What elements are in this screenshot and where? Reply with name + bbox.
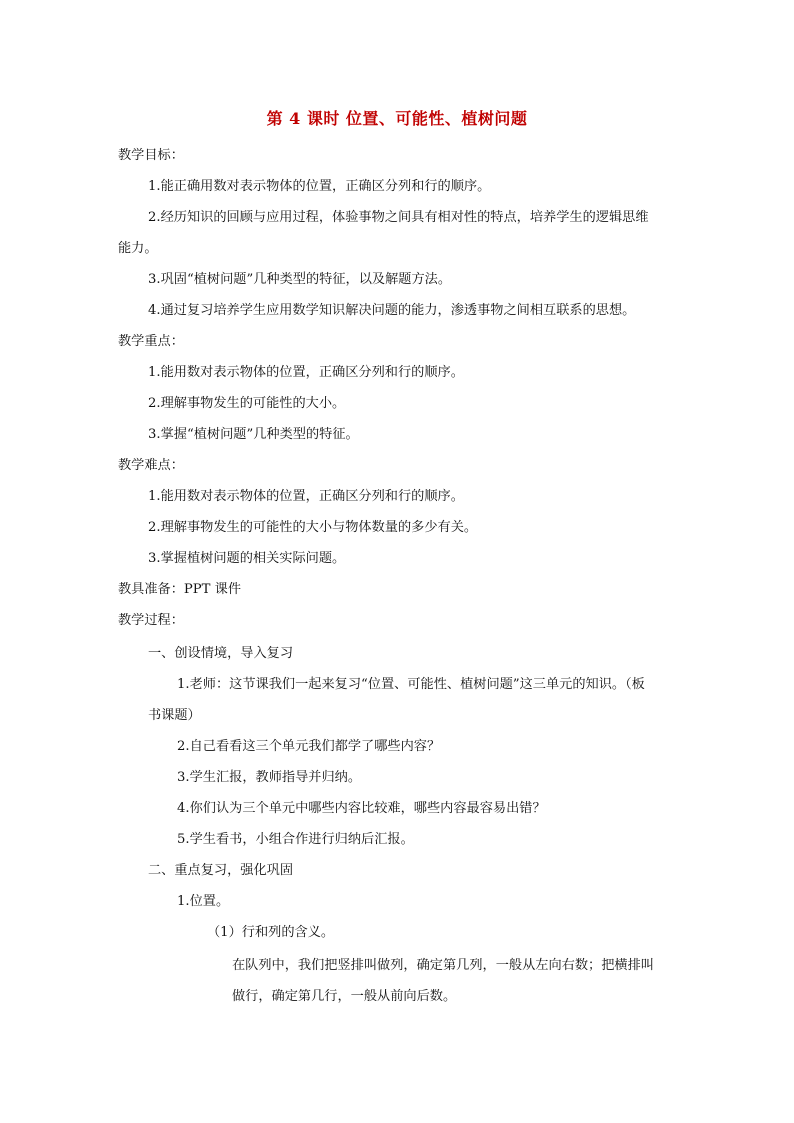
section-heading-difficulties: 教学难点： (118, 458, 184, 473)
objective-4: 4.通过复习培养学生应用数学知识解决问题的能力，渗透事物之间相互联系的思想。 (148, 303, 636, 318)
key-point-1: 1.能用数对表示物体的位置，正确区分列和行的顺序。 (148, 365, 464, 380)
rows-columns-explanation: 在队列中，我们把竖排叫做列，确定第几列，一般从左向右数；把横排叫 (232, 958, 654, 973)
process-step-1: 1.老师：这节课我们一起来复习“位置、可能性、植树问题”这三单元的知识。（板 (177, 677, 645, 692)
process-step-2: 2.自己看看这三个单元我们都学了哪些内容？ (177, 739, 441, 754)
objective-1: 1.能正确用数对表示物体的位置，正确区分列和行的顺序。 (148, 179, 491, 194)
process-step-1-continued: 书课题） (148, 708, 201, 723)
objective-3: 3.巩固“植树问题”几种类型的特征，以及解题方法。 (148, 272, 452, 287)
key-point-2: 2.理解事物发生的可能性的大小。 (148, 396, 346, 411)
process-step-4: 4.你们认为三个单元中哪些内容比较难，哪些内容最容易出错？ (177, 801, 546, 816)
review-subitem-rows-columns: （1）行和列的含义。 (207, 925, 335, 940)
section-heading-process: 教学过程： (118, 613, 184, 628)
process-part-1-heading: 一、创设情境，导入复习 (148, 646, 294, 661)
lesson-title: 第 4 课时 位置、可能性、植树问题 (266, 109, 528, 128)
section-heading-objectives: 教学目标： (118, 148, 184, 163)
process-step-3: 3.学生汇报，教师指导并归纳。 (177, 770, 362, 785)
objective-2: 2.经历知识的回顾与应用过程，体验事物之间具有相对性的特点，培养学生的逻辑思维 (148, 210, 649, 225)
objective-2-continued: 能力。 (118, 241, 158, 256)
process-step-5: 5.学生看书，小组合作进行归纳后汇报。 (177, 832, 414, 847)
difficulty-3: 3.掌握植树问题的相关实际问题。 (148, 551, 346, 566)
difficulty-1: 1.能用数对表示物体的位置，正确区分列和行的顺序。 (148, 489, 464, 504)
difficulty-2: 2.理解事物发生的可能性的大小与物体数量的多少有关。 (148, 520, 478, 535)
key-point-3: 3.掌握“植树问题”几种类型的特征。 (148, 427, 359, 442)
teaching-aids: 教具准备：PPT 课件 (118, 582, 242, 597)
rows-columns-explanation-continued: 做行，确定第几行，一般从前向后数。 (232, 989, 457, 1004)
review-item-position: 1.位置。 (177, 894, 230, 909)
section-heading-key-points: 教学重点： (118, 334, 184, 349)
process-part-2-heading: 二、重点复习，强化巩固 (148, 863, 294, 878)
